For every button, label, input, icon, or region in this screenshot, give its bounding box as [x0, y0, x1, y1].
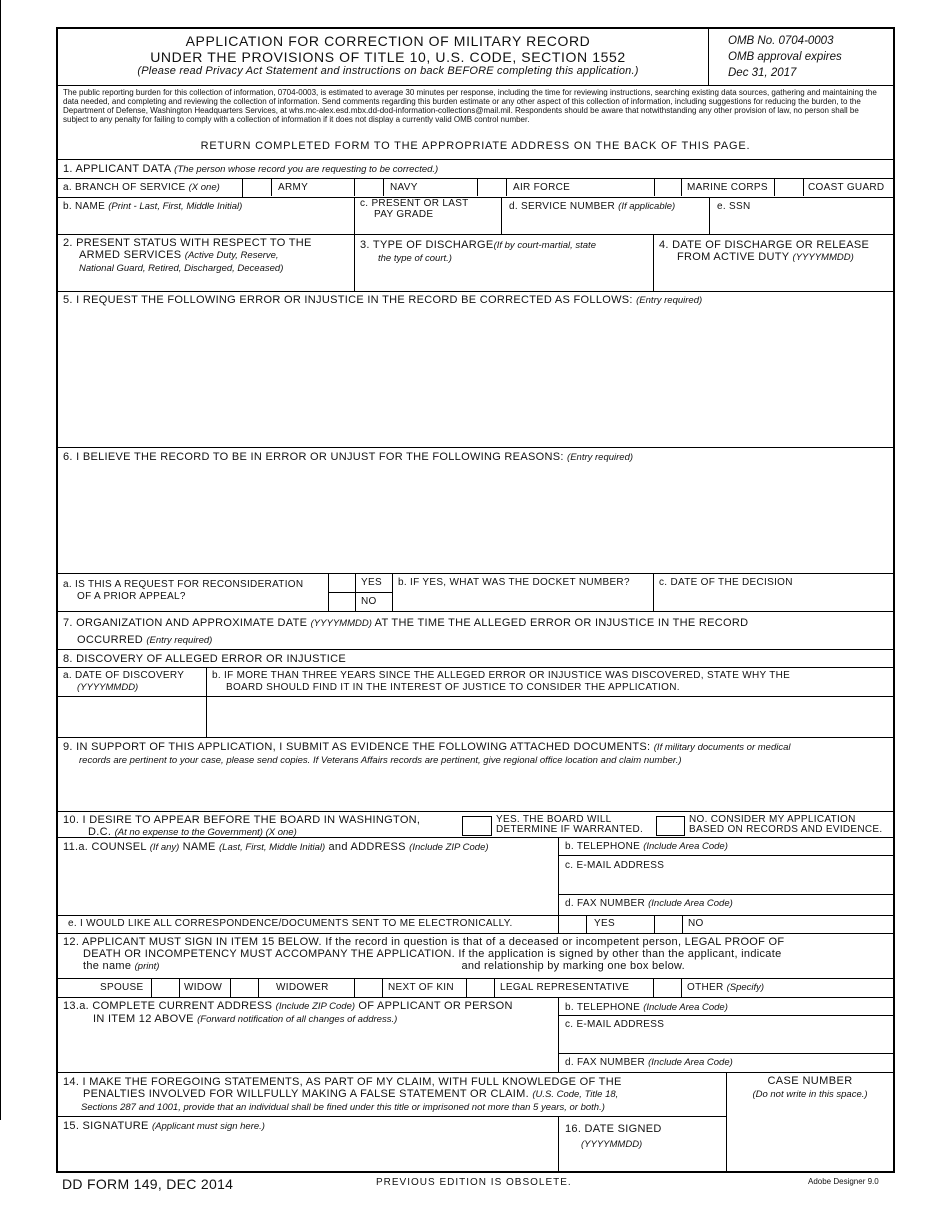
s3-note2: the type of court.) — [378, 253, 452, 264]
spouse-label: SPOUSE — [100, 982, 144, 993]
s6a-yes-checkbox[interactable] — [328, 573, 356, 592]
s1-title-text: 1. APPLICANT DATA — [63, 163, 171, 175]
s9-entry-field[interactable] — [58, 769, 893, 811]
pay-grade-line2: PAY GRADE — [374, 209, 434, 220]
marine-corps-label: MARINE CORPS — [687, 182, 768, 193]
s10-yes-label — [496, 815, 643, 835]
s10-no-line2: BASED ON RECORDS AND EVIDENCE. — [689, 824, 883, 835]
spouse-checkbox[interactable] — [151, 978, 180, 997]
s3-line2 — [360, 252, 596, 265]
pay-grade-line1: c. PRESENT OR LAST — [360, 198, 469, 209]
s10-no-line1: NO. CONSIDER MY APPLICATION — [689, 814, 856, 825]
rule — [653, 573, 654, 611]
s11a-text1: 11.a. COUNSEL — [63, 841, 147, 853]
legal-rep-checkbox[interactable] — [653, 978, 682, 997]
rule — [709, 197, 710, 234]
s2-block — [63, 237, 312, 275]
rule — [558, 837, 559, 915]
s10-no-label — [689, 815, 882, 835]
s8b-line1: b. IF MORE THAN THREE YEARS SINCE THE ALLEGED ERROR OR INJUSTICE WAS DISCOVERED, STATE WHY THE — [212, 670, 791, 681]
ssn-label: e. SSN — [717, 201, 751, 212]
s1-title-note: (The person whose record you are requesting to be corrected.) — [174, 164, 439, 175]
omb-number: OMB No. 0704-0003 — [728, 35, 834, 47]
next-of-kin-checkbox[interactable] — [466, 978, 495, 997]
s8a-label — [63, 670, 184, 694]
s9-note1: (If military documents or medical — [653, 742, 791, 753]
s6b-label: b. IF YES, WHAT WAS THE DOCKET NUMBER? — [398, 577, 630, 588]
rule — [58, 649, 893, 650]
s2-line2-text: ARMED SERVICES — [79, 249, 182, 261]
s10-line1: 10. I DESIRE TO APPEAR BEFORE THE BOARD IN WASHINGTON, — [63, 814, 421, 826]
s11a-text3: and ADDRESS — [328, 841, 406, 853]
widow-checkbox[interactable] — [230, 978, 259, 997]
s13a-line2-text: IN ITEM 12 ABOVE — [93, 1013, 194, 1025]
s16-note: (YYYYMMDD) — [581, 1139, 643, 1150]
s11a-text2: NAME — [182, 841, 216, 853]
s13a-line2-note: (Forward notification of all changes of address.) — [197, 1014, 398, 1025]
rule — [58, 159, 893, 160]
s13d-text: d. FAX NUMBER — [565, 1057, 646, 1068]
s3-note1: (If by court-martial, state — [493, 240, 596, 251]
rule — [58, 997, 893, 998]
s13b-note: (Include Area Code) — [643, 1002, 728, 1013]
s5-title-text: 5. I REQUEST THE FOLLOWING ERROR OR INJUSTICE IN THE RECORD BE CORRECTED AS FOLLOWS: — [63, 294, 633, 306]
s14-line2-text: PENALTIES INVOLVED FOR WILLFULLY MAKING A FALSE STATEMENT OR CLAIM. — [83, 1088, 529, 1100]
rule — [58, 178, 893, 179]
s10-block — [63, 814, 420, 839]
s6a-label — [63, 579, 303, 603]
s15-text: 15. SIGNATURE — [63, 1120, 149, 1132]
s11b-label — [565, 841, 728, 853]
s2-note2-row — [63, 262, 312, 275]
s6-title-text: 6. I BELIEVE THE RECORD TO BE IN ERROR OR UNJUST FOR THE FOLLOWING REASONS: — [63, 451, 564, 463]
s7-line2 — [63, 632, 748, 649]
s10-yes-line1: YES. THE BOARD WILL — [496, 814, 612, 825]
s13d-note: (Include Area Code) — [648, 1057, 733, 1068]
page-left-border — [0, 0, 1, 1120]
s14-note2: Sections 287 and 1001, provide that an individual shall be fined under this title or imprisoned not more than 5 years, or both.) — [81, 1102, 605, 1113]
dd-form-149 — [56, 27, 895, 1173]
s15-label — [63, 1120, 265, 1133]
s11a-note3: (Include ZIP Code) — [409, 842, 489, 853]
s11a-note1: (If any) — [149, 842, 180, 853]
rule — [58, 234, 893, 235]
s11d-note: (Include Area Code) — [648, 898, 733, 909]
s1-title — [63, 163, 438, 176]
s7-note: (Entry required) — [146, 635, 213, 646]
navy-checkbox[interactable] — [354, 178, 384, 196]
software-note: Adobe Designer 9.0 — [808, 1177, 879, 1186]
air-force-checkbox[interactable] — [477, 178, 507, 196]
rule — [558, 1053, 893, 1054]
rule — [558, 855, 893, 856]
s11e-yes-label: YES — [594, 918, 615, 929]
s13d-label — [565, 1057, 733, 1069]
return-notice: RETURN COMPLETED FORM TO THE APPROPRIATE ADDRESS ON THE BACK OF THIS PAGE. — [200, 140, 751, 152]
s15-note: (Applicant must sign here.) — [151, 1121, 265, 1132]
s2-note1: (Active Duty, Reserve, — [184, 250, 279, 261]
case-number-block — [727, 1075, 893, 1101]
rule — [58, 933, 893, 934]
s14-note1: (U.S. Code, Title 18, — [532, 1089, 619, 1100]
other-text: OTHER — [687, 982, 724, 993]
s14-line3 — [63, 1101, 622, 1114]
rule — [558, 894, 893, 895]
signature-field[interactable] — [58, 1135, 558, 1173]
rule — [58, 447, 893, 448]
branch-note: (X one) — [188, 182, 220, 193]
s8b-label — [212, 670, 790, 694]
s8-title: 8. DISCOVERY OF ALLEGED ERROR OR INJUSTICE — [63, 653, 346, 665]
s13a-block — [63, 1000, 513, 1026]
s11c-label: c. E-MAIL ADDRESS — [565, 860, 665, 871]
next-of-kin-label: NEXT OF KIN — [388, 982, 454, 993]
s13a-line1 — [63, 1000, 513, 1013]
widower-checkbox[interactable] — [354, 978, 383, 997]
s12-block — [63, 936, 784, 973]
s2-note2: National Guard, Retired, Discharged, Deceased) — [79, 263, 284, 274]
other-note: (Specify) — [726, 982, 765, 993]
s6a-no-label: NO — [361, 596, 377, 607]
s4-line1: 4. DATE OF DISCHARGE OR RELEASE — [659, 239, 870, 251]
s11e-label: e. I WOULD LIKE ALL CORRESPONDENCE/DOCUMENTS SENT TO ME ELECTRONICALLY. — [68, 918, 513, 929]
s9-block — [63, 741, 791, 767]
applicant-address-field[interactable] — [58, 1024, 558, 1072]
s12-line3-note: (print) — [134, 961, 160, 972]
s7-block — [63, 615, 748, 649]
s16-text: 16. DATE SIGNED — [565, 1123, 662, 1135]
s7-line2-text: OCCURRED — [77, 634, 143, 646]
s12-line3-text: the name — [83, 960, 132, 972]
s6-title — [63, 451, 633, 464]
rule — [653, 234, 654, 291]
s14-block — [63, 1076, 622, 1114]
rule — [501, 197, 502, 234]
header-title-block — [58, 33, 718, 78]
rule — [58, 915, 893, 916]
s6a-line2: OF A PRIOR APPEAL? — [77, 591, 186, 602]
name-label-text: b. NAME — [63, 201, 106, 212]
s8b-entry-field[interactable] — [207, 697, 893, 737]
rule — [392, 573, 393, 611]
army-checkbox[interactable] — [242, 178, 272, 196]
obsolete-notice: PREVIOUS EDITION IS OBSOLETE. — [376, 1177, 572, 1188]
date-signed-field[interactable] — [559, 1153, 726, 1173]
s14-line2 — [63, 1088, 622, 1101]
s10-yes-checkbox[interactable] — [462, 816, 492, 836]
s5-note: (Entry required) — [636, 295, 703, 306]
s13b-text: b. TELEPHONE — [565, 1002, 641, 1013]
widower-label: WIDOWER — [276, 982, 329, 993]
s6a-line1: a. IS THIS A REQUEST FOR RECONSIDERATION — [63, 579, 304, 590]
s11e-no-checkbox[interactable] — [654, 915, 683, 933]
s12-line2: DEATH OR INCOMPETENCY MUST ACCOMPANY THE APPLICATION. If the application is signed by other than the applicant, indicate — [83, 948, 782, 960]
s10-line2-text: D.C. — [88, 826, 112, 838]
s11e-no-label: NO — [688, 918, 704, 929]
rule — [58, 1116, 726, 1117]
rule — [58, 291, 893, 292]
s6-entry-field[interactable] — [58, 466, 893, 573]
rule — [58, 197, 893, 198]
s9-line2 — [63, 754, 791, 767]
pay-grade-label — [360, 198, 469, 220]
s2-line1: 2. PRESENT STATUS WITH RESPECT TO THE — [63, 237, 312, 249]
counsel-entry-field[interactable] — [58, 855, 558, 915]
coast-guard-label: COAST GUARD — [808, 182, 885, 193]
burden-statement: The public reporting burden for this collection of information, 0704-0003, is estimated to average 30 minutes per response, including the time for reviewing instructions, searching existing data sources, gathering and maintaining the data needed, and completing and reviewing the collection of information. Send comments regarding this burden estimate or any other aspect of this collection of information, including suggestions for reducing the burden, to the Department of Defense, Washington Headquarters Services, at whs.mc-alex.esd.mbx.dd-dod-information-collections@mail.mil. Respondents should be aware that notwithstanding any other provision of law, no person shall be subject to any penalty for failing to comply with a collection of information if it does not display a currently valid OMB control number. — [63, 88, 877, 124]
s6a-yes-label: YES — [361, 577, 382, 588]
s4-line2-text: FROM ACTIVE DUTY — [677, 251, 790, 263]
omb-block — [728, 33, 842, 81]
rule — [58, 837, 893, 838]
s4-line2 — [659, 251, 869, 264]
s6a-no-checkbox[interactable] — [328, 592, 356, 611]
rule — [58, 573, 893, 574]
s8a-note-row — [63, 682, 184, 694]
rule — [354, 197, 355, 234]
s8a-note: (YYYYMMDD) — [77, 682, 139, 693]
omb-date: Dec 31, 2017 — [728, 67, 797, 79]
name-label — [63, 201, 242, 213]
s11d-text: d. FAX NUMBER — [565, 898, 646, 909]
air-force-label: AIR FORCE — [513, 182, 571, 193]
s16-label — [565, 1122, 662, 1152]
s6-note: (Entry required) — [567, 452, 634, 463]
s13b-label — [565, 1002, 728, 1014]
s9-note2: records are pertinent to your case, please send copies. If Veterans Affairs records are pertinent, give regional office location and claim number.) — [79, 755, 682, 766]
case-number-note-row — [727, 1087, 893, 1101]
s12-line3b: and relationship by marking one box below. — [461, 960, 686, 972]
s3-block — [360, 239, 596, 265]
form-title-line1: APPLICATION FOR CORRECTION OF MILITARY RECORD — [185, 33, 591, 49]
branch-label — [63, 182, 220, 194]
case-number-title: CASE NUMBER — [767, 1075, 853, 1087]
s10-yes-line2: DETERMINE IF WARRANTED. — [496, 824, 644, 835]
case-number-note: (Do not write in this space.) — [752, 1089, 868, 1100]
s5-entry-field[interactable] — [58, 309, 893, 447]
s7-line1a: 7. ORGANIZATION AND APPROXIMATE DATE — [63, 617, 308, 629]
s13a-text2: OF APPLICANT OR PERSON — [358, 1000, 513, 1012]
rule — [558, 997, 559, 1072]
s7-line1-note: (YYYYMMDD) — [310, 618, 372, 629]
s7-line1 — [63, 615, 748, 632]
s11a-note2: (Last, First, Middle Initial) — [219, 842, 326, 853]
s9-line1 — [63, 741, 791, 754]
rule — [58, 611, 893, 612]
s4-block — [659, 239, 869, 264]
s12-line1: 12. APPLICANT MUST SIGN IN ITEM 15 BELOW. If the record in question is that of a deceased or incompetent person, LEGAL PROOF OF — [63, 936, 785, 948]
form-subtitle: (Please read Privacy Act Statement and instructions on back BEFORE completing this application.) — [137, 65, 639, 77]
s11e-yes-checkbox[interactable] — [558, 915, 587, 933]
s11a-label — [63, 841, 489, 854]
service-number-label — [509, 201, 675, 213]
header-divider — [708, 29, 709, 85]
s6c-label: c. DATE OF THE DECISION — [659, 577, 793, 588]
s13a-text1: 13.a. COMPLETE CURRENT ADDRESS — [63, 1000, 273, 1012]
s11b-note: (Include Area Code) — [643, 841, 728, 852]
widow-label: WIDOW — [184, 982, 223, 993]
other-label — [687, 982, 764, 994]
s8a-entry-field[interactable] — [58, 697, 206, 737]
rule — [354, 234, 355, 291]
s13a-note: (Include ZIP Code) — [275, 1001, 356, 1012]
form-title-line2: UNDER THE PROVISIONS OF TITLE 10, U.S. CODE, SECTION 1552 — [150, 49, 626, 65]
s14-line1: 14. I MAKE THE FOREGOING STATEMENTS, AS PART OF MY CLAIM, WITH FULL KNOWLEDGE OF THE — [63, 1076, 622, 1088]
form-id: DD FORM 149, DEC 2014 — [62, 1176, 234, 1192]
s2-line2 — [63, 249, 312, 262]
s11d-label — [565, 898, 733, 910]
s12-line3 — [63, 960, 784, 973]
s16-note-row — [565, 1137, 662, 1152]
branch-label-text: a. BRANCH OF SERVICE — [63, 182, 186, 193]
s8a-label-text: a. DATE OF DISCOVERY — [63, 670, 185, 681]
marine-corps-checkbox[interactable] — [654, 178, 682, 196]
navy-label: NAVY — [390, 182, 418, 193]
s11b-text: b. TELEPHONE — [565, 841, 641, 852]
service-number-note: (If applicable) — [618, 201, 676, 212]
rule — [58, 667, 893, 668]
s8b-line2: BOARD SHOULD FIND IT IN THE INTEREST OF JUSTICE TO CONSIDER THE APPLICATION. — [226, 682, 680, 693]
legal-rep-label: LEGAL REPRESENTATIVE — [500, 982, 630, 993]
s10-no-checkbox[interactable] — [656, 816, 685, 836]
s3-line1 — [360, 239, 596, 252]
rule — [58, 1072, 893, 1073]
s3-line1-text: 3. TYPE OF DISCHARGE — [360, 239, 494, 251]
s7-line1b: AT THE TIME THE ALLEGED ERROR OR INJUSTICE IN THE RECORD — [374, 617, 749, 629]
s10-note: (At no expense to the Government) (X one) — [114, 827, 297, 838]
name-note: (Print - Last, First, Middle Initial) — [108, 201, 243, 212]
s4-note: (YYYYMMDD) — [792, 252, 854, 263]
rule — [58, 811, 893, 812]
s13c-label: c. E-MAIL ADDRESS — [565, 1019, 665, 1030]
omb-expires: OMB approval expires — [728, 51, 842, 63]
service-number-text: d. SERVICE NUMBER — [509, 201, 616, 212]
army-label: ARMY — [278, 182, 309, 193]
s9-title-text: 9. IN SUPPORT OF THIS APPLICATION, I SUBMIT AS EVIDENCE THE FOLLOWING ATTACHED DOCUMENTS: — [63, 741, 651, 753]
coast-guard-checkbox[interactable] — [774, 178, 804, 196]
rule — [58, 85, 893, 86]
rule — [58, 737, 893, 738]
rule — [558, 1015, 893, 1016]
s5-title — [63, 294, 702, 307]
